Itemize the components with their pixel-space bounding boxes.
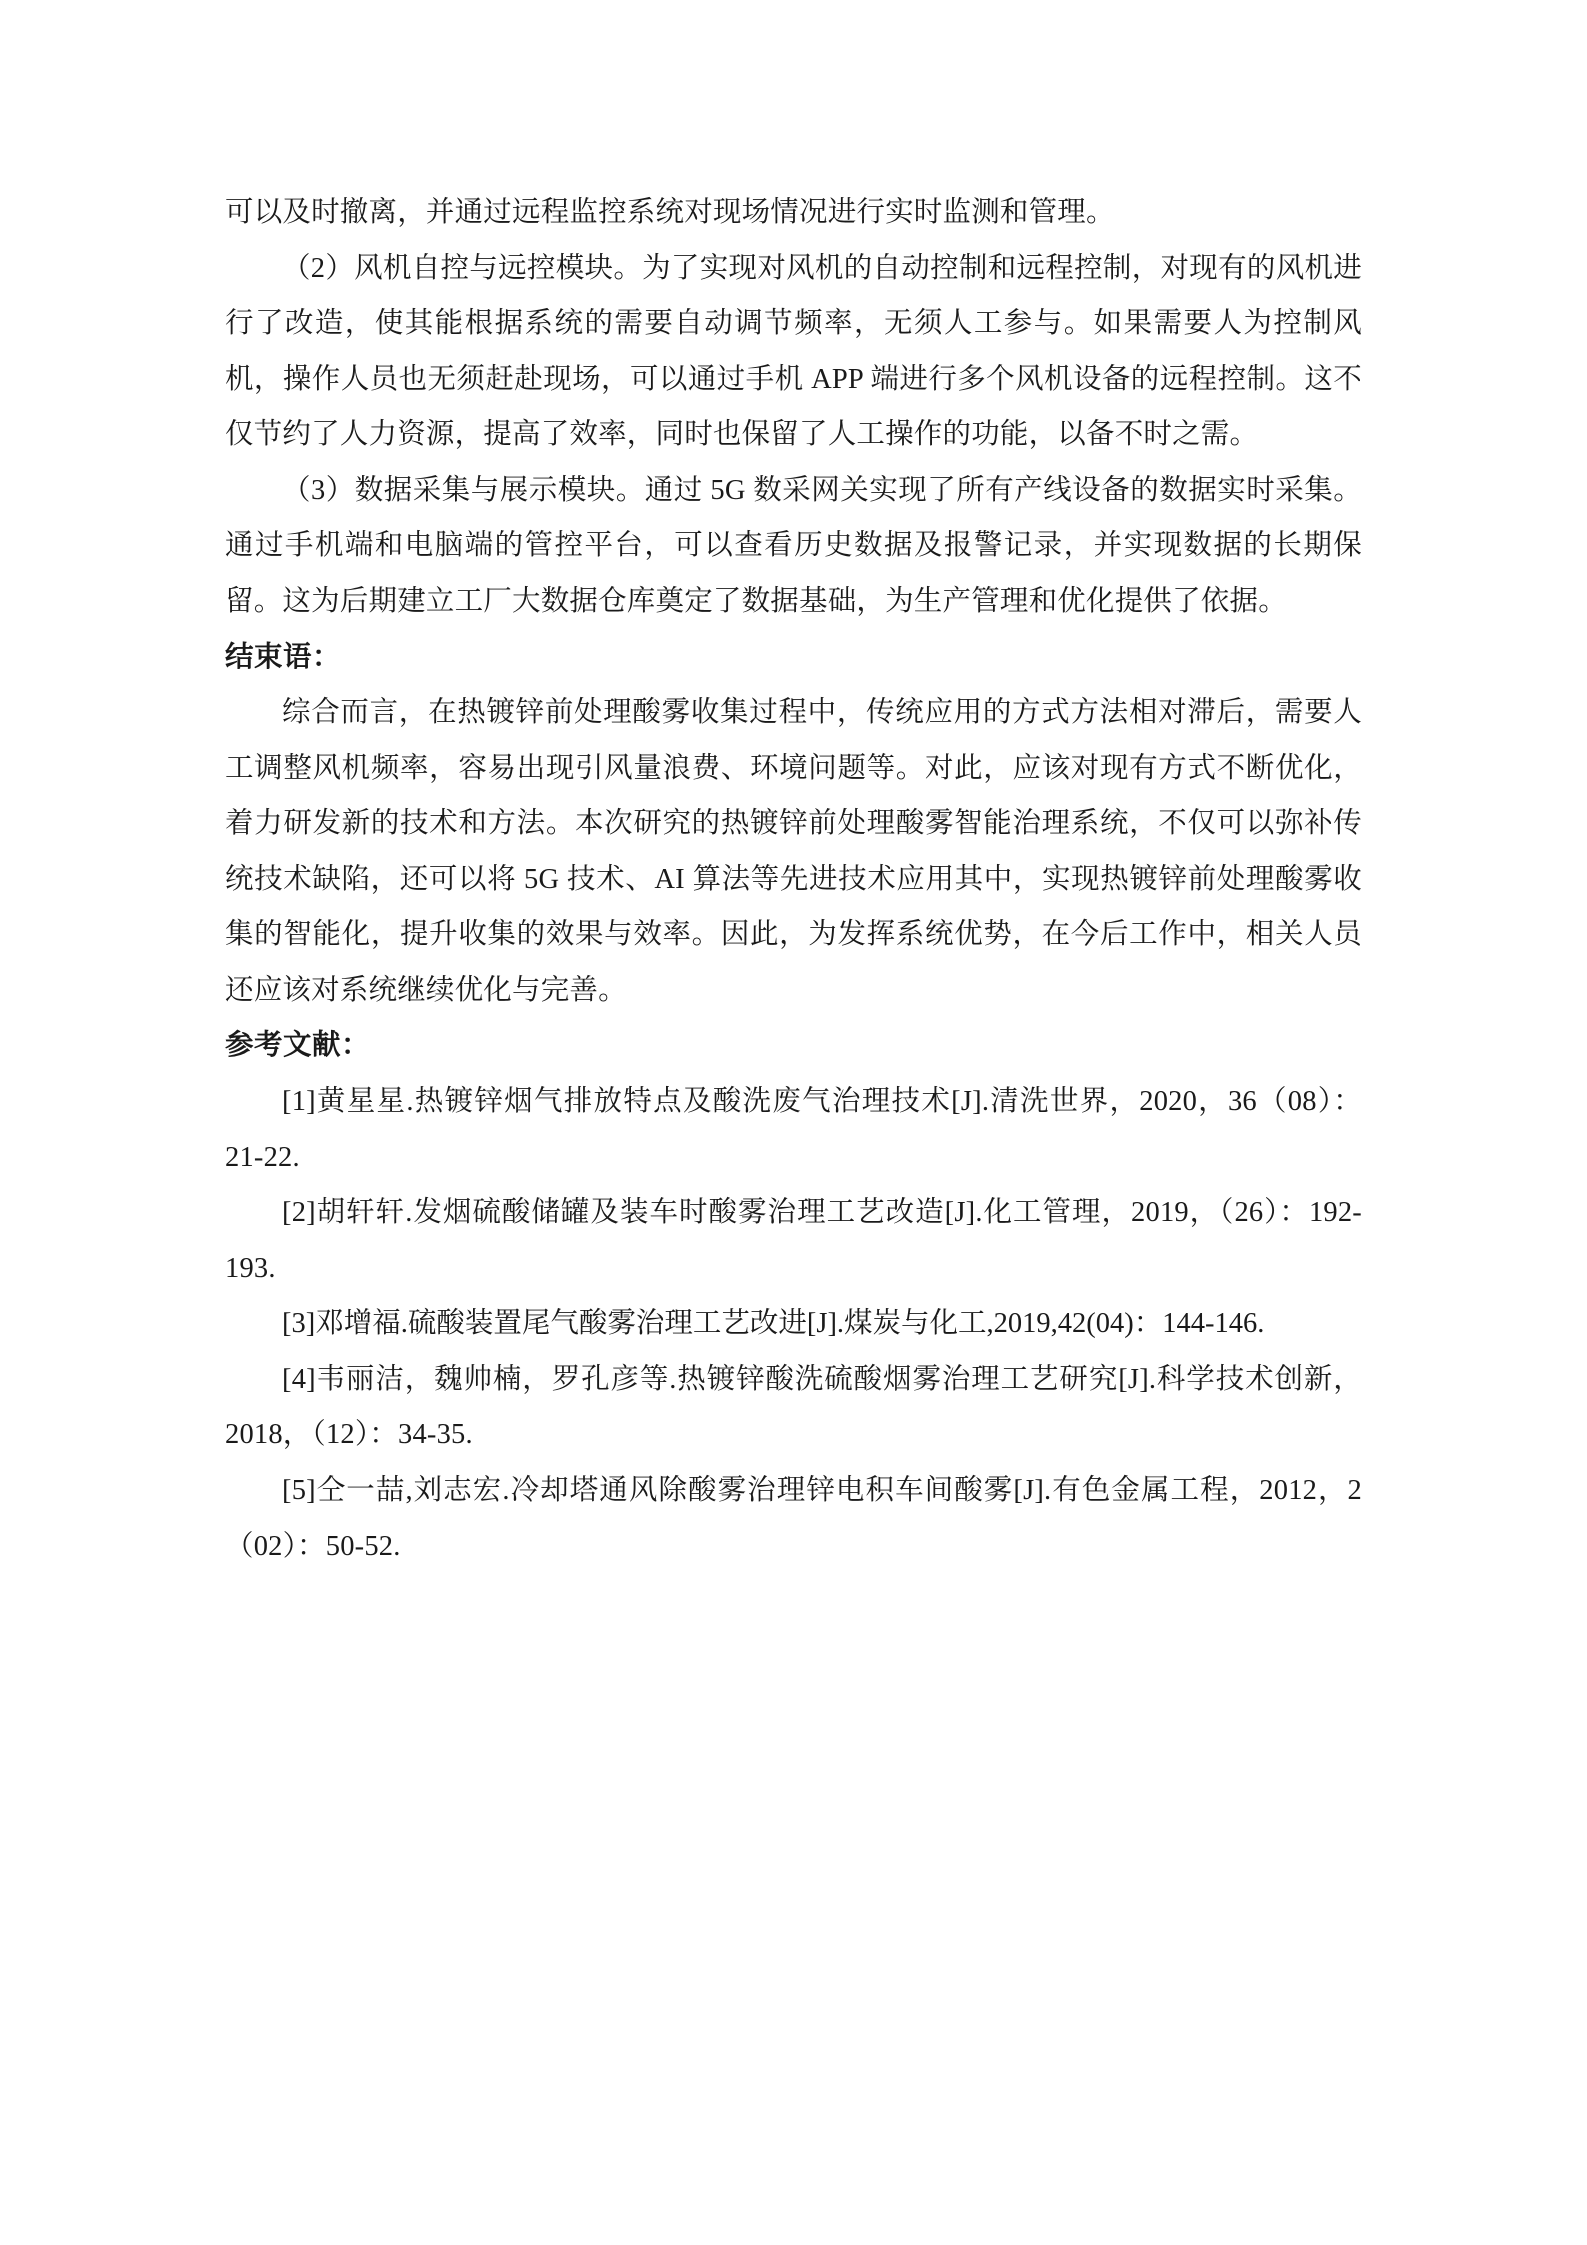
reference-item-5: [5]仝一喆,刘志宏.冷却塔通风除酸雾治理锌电积车间酸雾[J].有色金属工程，2012，2（02）：50-52. — [225, 1474, 1362, 1562]
paragraph-conclusion: 综合而言，在热镀锌前处理酸雾收集过程中，传统应用的方式方法相对滞后，需要人工调整风机频率，容易出现引风量浪费、环境问题等。对此，应该对现有方式不断优化，着力研发新的技术和方法。本次研究的热镀锌前处理酸雾智能治理系统，不仅可以弥补传统技术缺陷，还可以将 5G 技术、AI 算法等先进技术应用其中，实现热镀锌前处理酸雾收集的智能化，提升收集的效果与效率。因此，为发挥系统优势，在今后工作中，相关人员还应该对系统继续优化与完善。 — [225, 697, 1362, 1006]
reference-item-1: [1]黄星星.热镀锌烟气排放特点及酸洗废气治理技术[J].清洗世界，2020，36（08）：21-22. — [225, 1086, 1362, 1173]
paragraph-continued: 可以及时撤离，并通过远程监控系统对现场情况进行实时监测和管理。 — [225, 197, 1115, 228]
reference-item-3: [3]邓增福.硫酸装置尾气酸雾治理工艺改进[J].煤炭与化工,2019,42(04)：144-146. — [282, 1308, 1265, 1340]
heading-references: 参考文献： — [225, 1029, 371, 1062]
document-body — [225, 185, 1362, 1574]
reference-item-4: [4]韦丽洁，魏帅楠，罗孔彦等.热镀锌酸洗硫酸烟雾治理工艺研究[J].科学技术创新，2018，（12）：34-35. — [225, 1363, 1362, 1451]
reference-item-2: [2]胡轩轩.发烟硫酸储罐及装车时酸雾治理工艺改造[J].化工管理，2019，（26）：192-193. — [225, 1197, 1362, 1284]
paragraph-module-2: （2）风机自控与远控模块。为了实现对风机的自动控制和远程控制，对现有的风机进行了改造，使其能根据系统的需要自动调节频率，无须人工参与。如果需要人为控制风机，操作人员也无须赶赴现场，可以通过手机 APP 端进行多个风机设备的远程控制。这不仅节约了人力资源，提高了效率，同时也保留了人工操作的功能，以备不时之需。 — [225, 252, 1362, 451]
heading-conclusion: 结束语： — [225, 640, 342, 673]
paragraph-module-3: （3）数据采集与展示模块。通过 5G 数采网关实现了所有产线设备的数据实时采集。通过手机端和电脑端的管控平台，可以查看历史数据及报警记录，并实现数据的长期保留。这为后期建立工厂大数据仓库奠定了数据基础，为生产管理和优化提供了依据。 — [225, 474, 1362, 617]
